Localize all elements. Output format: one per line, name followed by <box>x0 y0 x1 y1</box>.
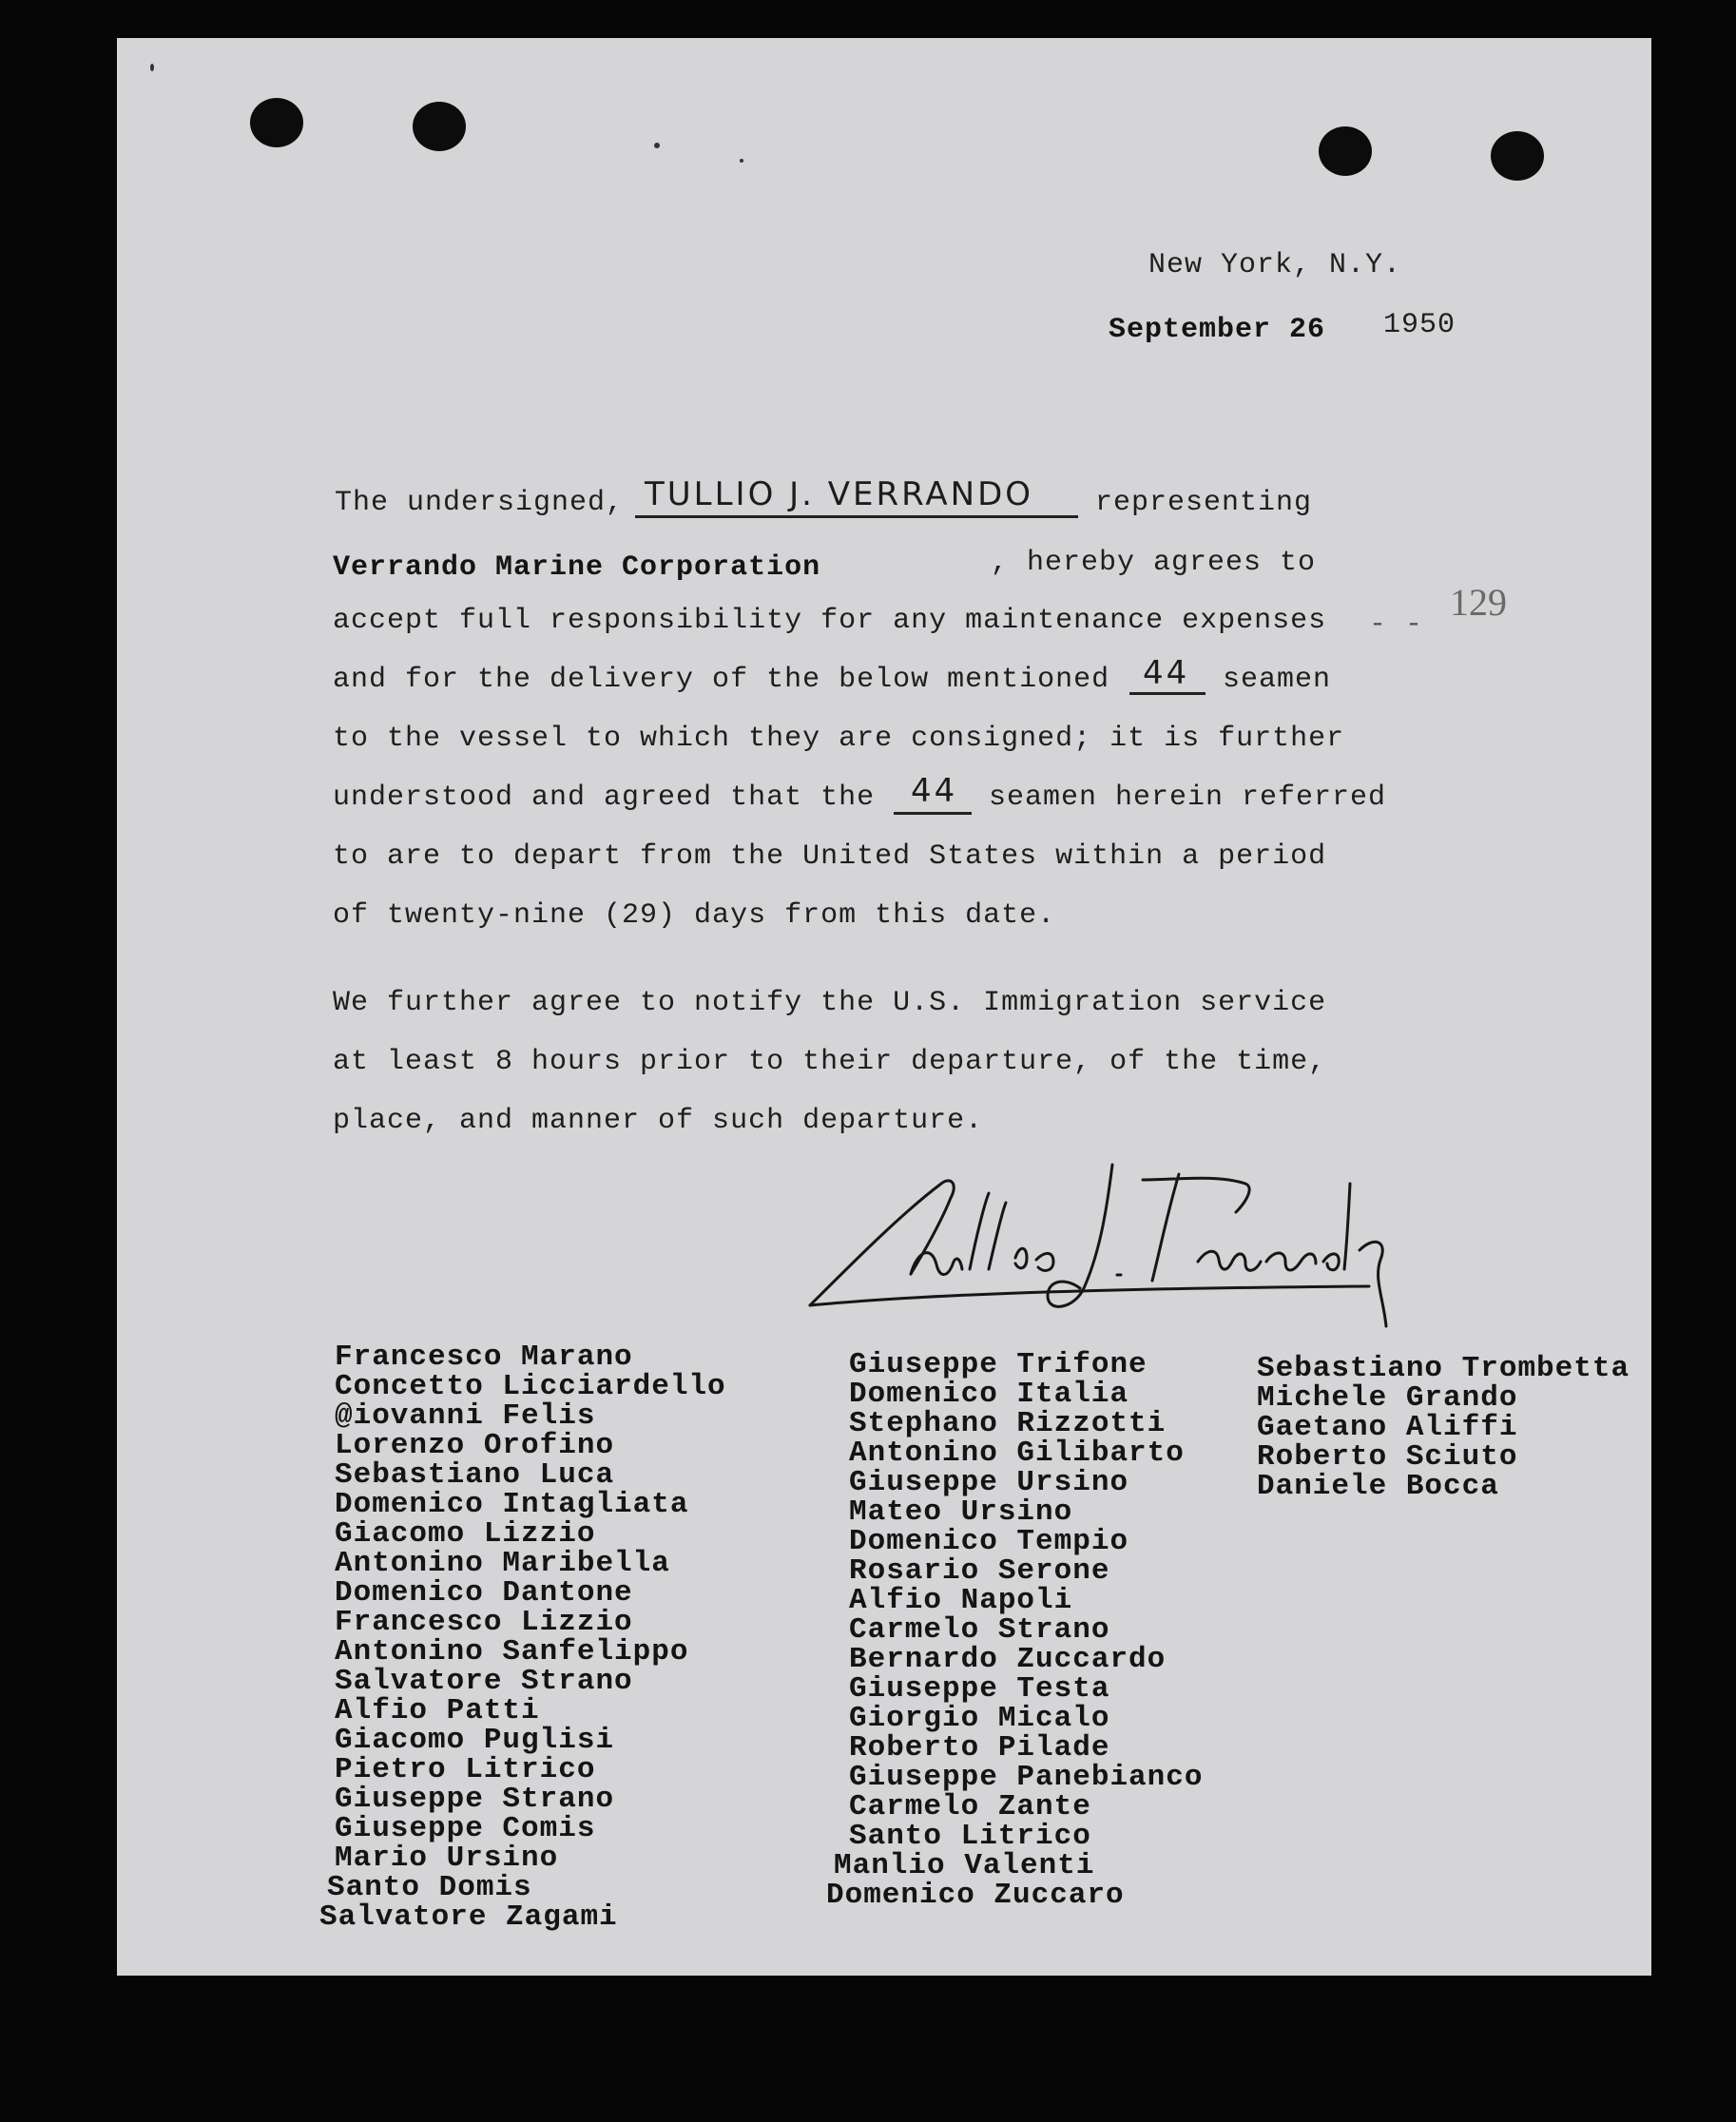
punch-hole <box>1491 131 1544 181</box>
seaman-name: Francesco Lizzio <box>335 1606 633 1639</box>
seamen-list-column-1 <box>319 1341 726 1934</box>
seaman-name: Mario Ursino <box>335 1842 559 1875</box>
seaman-name: Domenico Intagliata <box>335 1488 689 1521</box>
seaman-name: Domenico Italia <box>849 1378 1129 1411</box>
seaman-name: Antonino Sanfelippo <box>335 1635 689 1669</box>
seaman-name: Roberto Sciuto <box>1257 1440 1518 1474</box>
seaman-name: Giuseppe Panebianco <box>849 1761 1204 1794</box>
seaman-name: Giuseppe Testa <box>849 1672 1110 1706</box>
place-line: New York, N.Y. <box>1148 249 1402 281</box>
body-line-3-dash: - - <box>1369 608 1424 641</box>
body-line-1b: representing <box>1095 487 1313 519</box>
seamen-list-column-3 <box>1257 1354 1630 1501</box>
seaman-name: Lorenzo Orofino <box>335 1429 615 1462</box>
body-line-6b: seamen herein referred <box>989 781 1387 814</box>
body-line-6a: understood and agreed that the <box>333 781 876 814</box>
seaman-name: Domenico Zuccaro <box>826 1879 1125 1912</box>
seamen-count-2: 44 <box>911 772 958 810</box>
seaman-name: Santo Litrico <box>849 1820 1091 1853</box>
seaman-name: Santo Domis <box>327 1871 532 1904</box>
year: 1950 <box>1383 309 1456 341</box>
seaman-name: Bernardo Zuccardo <box>849 1643 1167 1676</box>
representative-name-underline <box>635 515 1078 518</box>
punch-hole <box>413 102 466 151</box>
seamen-count-1-underline <box>1129 692 1206 695</box>
seaman-name: Domenico Dantone <box>335 1576 633 1610</box>
seaman-name: Manlio Valenti <box>834 1849 1095 1882</box>
body-line-8: of twenty-nine (29) days from this date. <box>333 899 1056 932</box>
seamen-count-1: 44 <box>1143 654 1190 692</box>
seaman-name: Giuseppe Ursino <box>849 1466 1129 1499</box>
body-line-11: place, and manner of such departure. <box>333 1105 984 1137</box>
representative-name-handwritten: TULLIO J. VERRANDO <box>645 475 1034 513</box>
seaman-name: Stephano Rizzotti <box>849 1407 1167 1440</box>
body-line-10: at least 8 hours prior to their departure, of the time, <box>333 1046 1327 1078</box>
seaman-name: Domenico Tempio <box>849 1525 1129 1558</box>
seaman-name: Daniele Bocca <box>1257 1470 1499 1503</box>
company-name: Verrando Marine Corporation <box>333 551 821 584</box>
body-line-7: to are to depart from the United States within a period <box>333 840 1327 873</box>
seaman-name: Carmelo Zante <box>849 1790 1091 1823</box>
handwritten-signature <box>799 1146 1426 1336</box>
reference-number: 129 <box>1450 581 1507 624</box>
seaman-name: @iovanni Felis <box>335 1399 596 1433</box>
body-line-5: to the vessel to which they are consigned; it is further <box>333 723 1345 755</box>
dust-speck <box>740 159 743 163</box>
seaman-name: Giuseppe Trifone <box>849 1348 1148 1381</box>
seaman-name: Giacomo Puglisi <box>335 1724 615 1757</box>
body-line-1a: The undersigned, <box>335 487 625 519</box>
seaman-name: Gaetano Aliffi <box>1257 1411 1518 1444</box>
seaman-name: Salvatore Zagami <box>319 1900 618 1934</box>
seaman-name: Giuseppe Comis <box>335 1812 596 1845</box>
body-line-4a: and for the delivery of the below mentioned <box>333 664 1110 696</box>
seaman-name: Sebastiano Luca <box>335 1458 615 1492</box>
dust-speck <box>654 143 660 148</box>
seaman-name: Antonino Gilibarto <box>849 1437 1185 1470</box>
seamen-list-column-2 <box>826 1348 1204 1912</box>
punch-hole <box>1319 126 1372 176</box>
seaman-name: Rosario Serone <box>849 1554 1110 1588</box>
dust-speck <box>150 64 154 71</box>
seaman-name: Roberto Pilade <box>849 1731 1110 1765</box>
body-line-4b: seamen <box>1223 664 1332 696</box>
seaman-name: Alfio Napoli <box>849 1584 1073 1617</box>
seaman-name: Alfio Patti <box>335 1694 540 1727</box>
seaman-name: Michele Grando <box>1257 1381 1518 1415</box>
seaman-name: Mateo Ursino <box>849 1495 1073 1529</box>
seaman-name: Francesco Marano <box>335 1341 633 1374</box>
seaman-name: Giuseppe Strano <box>335 1783 615 1816</box>
seaman-name: Carmelo Strano <box>849 1613 1110 1647</box>
date-line: September 26 <box>1109 314 1326 346</box>
punch-hole <box>250 98 303 147</box>
seaman-name: Pietro Litrico <box>335 1753 596 1786</box>
seaman-name: Antonino Maribella <box>335 1547 670 1580</box>
seamen-count-2-underline <box>894 812 972 815</box>
body-line-9: We further agree to notify the U.S. Immigration service <box>333 987 1327 1019</box>
seaman-name: Giacomo Lizzio <box>335 1517 596 1551</box>
body-line-2b: , hereby agrees to <box>991 547 1317 579</box>
seaman-name: Salvatore Strano <box>335 1665 633 1698</box>
seaman-name: Sebastiano Trombetta <box>1257 1352 1630 1385</box>
seaman-name: Concetto Licciardello <box>335 1370 726 1403</box>
seaman-name: Giorgio Micalo <box>849 1702 1110 1735</box>
body-line-3: accept full responsibility for any maintenance expenses <box>333 605 1327 637</box>
